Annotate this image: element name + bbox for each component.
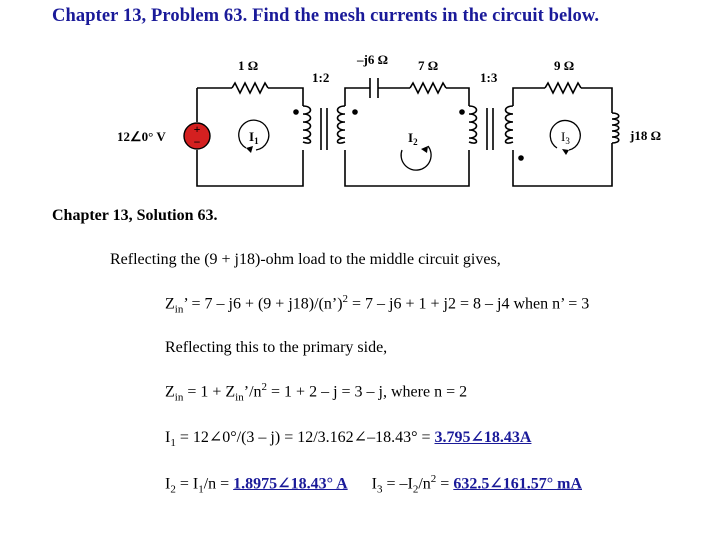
arrowhead-3	[562, 149, 569, 155]
reflect-text: Reflecting this to the primary side,	[165, 339, 388, 356]
label-source: 12∠0° V	[117, 129, 166, 144]
resistor-2	[410, 83, 446, 93]
eq-zin-prime: $Z_{in}$’ = 7 – j6 + (9 + j18)/(n’)$^2$ = 7 – j6 + 1 + j2 = 8 – j4 when n’ = 3	[165, 293, 590, 316]
coil-1-primary	[303, 106, 311, 143]
circuit-diagram	[0, 0, 720, 200]
capacitor	[370, 78, 378, 98]
coil-2-secondary	[506, 106, 514, 143]
label-r1: 1 Ω	[238, 58, 259, 73]
eq-zin: $Z_{in} = 1$ + $Z_{in}’/n^2 = 1 + 2 - j = 3 - j$, where n = 2	[165, 381, 468, 404]
inductor-load	[612, 113, 619, 143]
page-title: Chapter 13, Problem 63. Find the mesh currents in the circuit below.	[52, 6, 600, 26]
source-plus: +	[193, 122, 201, 136]
label-r2: 7 Ω	[418, 58, 439, 73]
label-r3: 9 Ω	[554, 58, 575, 73]
dot-1	[293, 109, 299, 115]
solution-heading: Chapter 13, Solution 63.	[52, 207, 218, 224]
dot-4	[518, 155, 524, 161]
dot-3	[459, 109, 465, 115]
source-minus: −	[193, 135, 201, 149]
answer-i1: 3.795∠18.43A	[434, 429, 532, 446]
dot-2	[352, 109, 358, 115]
eq-i2-i3: $I_2 = I_1/n$ = 1.8975∠18.43° A $I_3 = -I_2/n^2$ = 632.5∠161.57° mA	[165, 473, 582, 496]
core-2	[487, 108, 493, 150]
arrowhead-2	[421, 146, 428, 153]
label-i1: $I_1$	[249, 129, 259, 146]
label-i2: $I_2$	[408, 130, 418, 147]
answer-i3: 632.5∠161.57° mA	[453, 475, 582, 493]
eq-i1: $I_1$ = 12∠0°/(3 – j) = 12/3.162∠–18.43° = 3.795∠18.43A	[165, 429, 532, 450]
label-cap: –j6 Ω	[357, 52, 388, 67]
coil-1-secondary	[338, 106, 346, 143]
label-i3: $I_3$	[561, 129, 570, 146]
loop2-wire	[345, 88, 469, 186]
label-ratio1: 1:2	[312, 70, 330, 85]
answer-i2: 1.8975∠18.43° A	[233, 475, 348, 493]
label-load: j18 Ω	[630, 128, 661, 143]
arrowhead-1	[246, 146, 253, 153]
coil-2-primary	[469, 106, 477, 143]
resistor-1	[232, 83, 268, 93]
resistor-3	[545, 83, 581, 93]
intro-text: Reflecting the (9 + j18)-ohm load to the middle circuit gives,	[110, 251, 501, 268]
core-1	[321, 108, 327, 150]
label-ratio2: 1:3	[480, 70, 498, 85]
